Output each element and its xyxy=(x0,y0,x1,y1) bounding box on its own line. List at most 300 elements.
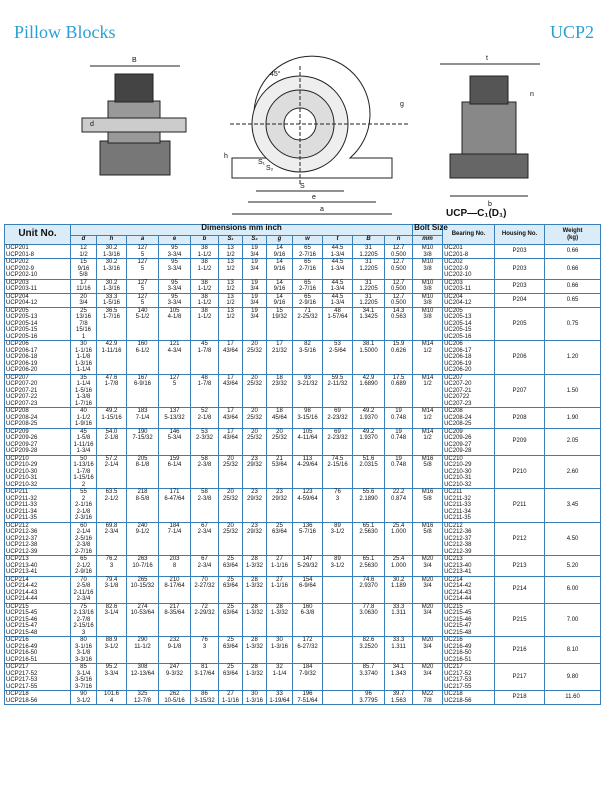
dimensions-table xyxy=(4,224,601,705)
cell-e: 121 4-3/4 xyxy=(159,341,191,375)
cell-a: 160 6-1/2 xyxy=(127,341,159,375)
cell-g: 30 1-3/16 xyxy=(267,637,293,664)
cell-d: 55 2 2-1/16 2-1/8 2-3/16 xyxy=(71,489,97,523)
side-view-drawing xyxy=(82,66,186,175)
cell-g: 27 1-1/16 xyxy=(267,556,293,577)
label-B: B xyxy=(132,57,137,64)
cell-b: 45 1-7/8 xyxy=(191,341,219,375)
table-row xyxy=(5,455,601,489)
cell-e: 247 9-3/32 xyxy=(159,664,191,691)
bearing-cell: UC202 UC202-9 UC202-10 xyxy=(443,259,495,280)
weight-cell: 11.60 xyxy=(545,691,601,705)
col-header-s₁: S₁ xyxy=(219,236,243,245)
cell-s2: 19 3/4 xyxy=(243,259,267,280)
cell-B: 42.9 1.6890 xyxy=(353,374,385,408)
cell-B: 77.8 3.0630 xyxy=(353,603,385,637)
cell-s1: 17 43/64 xyxy=(219,374,243,408)
cell-B: 49.2 1.9370 xyxy=(353,428,385,455)
header-bearing-no: Bearing No. xyxy=(443,225,495,245)
cell-B: 85.7 3.3740 xyxy=(353,664,385,691)
cell-e: 232 9-1/8 xyxy=(159,637,191,664)
cell-bolt: M14 1/2 xyxy=(413,408,443,429)
cell-B: 31 1.2205 xyxy=(353,293,385,307)
cell-e: 210 8-17/64 xyxy=(159,576,191,603)
cell-n: 39.7 1.563 xyxy=(385,691,413,705)
cell-n: 30.2 1.189 xyxy=(385,576,413,603)
cell-e: 184 7-1/4 xyxy=(159,522,191,556)
cell-s2: 19 3/4 xyxy=(243,293,267,307)
cell-g: 25 63/64 xyxy=(267,522,293,556)
cell-b: 67 2-3/4 xyxy=(191,556,219,577)
cell-s2: 30 1-3/16 xyxy=(243,691,267,705)
cell-B: 96 3.7795 xyxy=(353,691,385,705)
cell-w: 113 4-29/64 xyxy=(293,455,323,489)
table-row xyxy=(5,691,601,705)
cell-n: 33.3 1.311 xyxy=(385,603,413,637)
housing-cell: P215 xyxy=(495,603,545,637)
cell-s2: 20 25/32 xyxy=(243,374,267,408)
cell-e: 105 4-1/8 xyxy=(159,307,191,341)
header-housing-no: Housing No. xyxy=(495,225,545,245)
unit-cell: UCP206 UCP206-17 UCP206-18 UCP206-19 UCP206-20 xyxy=(5,341,71,375)
cell-d: 90 3-1/2 xyxy=(71,691,97,705)
cell-g: 27 1-1/16 xyxy=(267,576,293,603)
cell-n: 15.9 0.626 xyxy=(385,341,413,375)
housing-cell: P205 xyxy=(495,307,545,341)
cell-n: 19 0.748 xyxy=(385,408,413,429)
cell-B: 31 1.2205 xyxy=(353,245,385,259)
cell-g: 14 9/16 xyxy=(267,259,293,280)
cell-n: 33.3 1.311 xyxy=(385,637,413,664)
cell-e: 217 8-35/64 xyxy=(159,603,191,637)
bearing-cell: UC218 UC218-56 xyxy=(443,691,495,705)
cell-s2: 19 3/4 xyxy=(243,279,267,293)
housing-cell: P203 xyxy=(495,259,545,280)
cell-b: 38 1-1/2 xyxy=(191,307,219,341)
cell-b: 81 3-17/64 xyxy=(191,664,219,691)
cell-s1: 25 63/64 xyxy=(219,637,243,664)
cell-n: 19 0.748 xyxy=(385,455,413,489)
cell-h: 69.8 2-3/4 xyxy=(97,522,127,556)
weight-cell: 2.05 xyxy=(545,428,601,455)
cell-bolt: M10 3/8 xyxy=(413,307,443,341)
cell-h: 47.6 1-7/8 xyxy=(97,374,127,408)
cell-h: 49.2 1-15/16 xyxy=(97,408,127,429)
bearing-cell: UC216 UC216-49 UC216-50 UC216-51 xyxy=(443,637,495,664)
weight-cell: 3.45 xyxy=(545,489,601,523)
col-header-a: a xyxy=(127,236,159,245)
cell-bolt: M20 3/4 xyxy=(413,576,443,603)
weight-cell: 7.00 xyxy=(545,603,601,637)
housing-cell: P207 xyxy=(495,374,545,408)
cell-a: 167 6-9/16 xyxy=(127,374,159,408)
cell-a: 205 8-1/8 xyxy=(127,455,159,489)
table-row xyxy=(5,408,601,429)
bearing-cell: UC210 UC210-29 UC210-30 UC210-31 UC210-32 xyxy=(443,455,495,489)
unit-cell: UCP201 UCP201-8 xyxy=(5,245,71,259)
housing-cell: P218 xyxy=(495,691,545,705)
table-row xyxy=(5,341,601,375)
cell-h: 82.6 3-1/4 xyxy=(97,603,127,637)
cell-s1: 17 43/64 xyxy=(219,408,243,429)
cell-t: 76 3 xyxy=(323,489,353,523)
cell-t: 89 3-1/2 xyxy=(323,522,353,556)
housing-cell: P203 xyxy=(495,245,545,259)
cell-h: 30.2 1-3/16 xyxy=(97,245,127,259)
bearing-cell: UC207 UC207-20 UC207-21 UC20722 UC207-23 xyxy=(443,374,495,408)
cell-d: 25 13/16 7/8 15/16 1 xyxy=(71,307,97,341)
cell-d: 40 1-1/2 1-9/16 xyxy=(71,408,97,429)
bearing-cell: UC201 UC201-8 xyxy=(443,245,495,259)
cell-s2: 28 1-3/32 xyxy=(243,664,267,691)
unit-cell: UCP214 UCP214-42 UCP214-43 UCP214-44 xyxy=(5,576,71,603)
cell-h: 30.2 1-3/16 xyxy=(97,279,127,293)
cell-bolt: M14 1/2 xyxy=(413,428,443,455)
cell-w: 93 3-21/32 xyxy=(293,374,323,408)
cell-t: 53 2-5/64 xyxy=(323,341,353,375)
cell-g: 23 29/32 xyxy=(267,489,293,523)
cell-w: 65 2-7/16 xyxy=(293,279,323,293)
cell-s2: 19 3/4 xyxy=(243,307,267,341)
cell-w: 98 3-15/16 xyxy=(293,408,323,429)
table-row xyxy=(5,489,601,523)
cell-d: 20 3/4 xyxy=(71,293,97,307)
cell-a: 140 5-1/2 xyxy=(127,307,159,341)
label-s2: S₂ xyxy=(266,165,274,172)
cell-bolt: M16 5/8 xyxy=(413,522,443,556)
table-row xyxy=(5,374,601,408)
cell-n: 22.2 0.874 xyxy=(385,489,413,523)
cell-B: 31 1.2205 xyxy=(353,279,385,293)
weight-cell: 4.50 xyxy=(545,522,601,556)
cell-a: 325 12-7/8 xyxy=(127,691,159,705)
housing-cell: P216 xyxy=(495,637,545,664)
cell-d: 50 1-13/16 1-7/8 1-15/16 2 xyxy=(71,455,97,489)
bearing-cell: UC209 UC209-26 UC209-27 UC209-28 xyxy=(443,428,495,455)
cell-bolt: M20 3/4 xyxy=(413,556,443,577)
housing-cell: P204 xyxy=(495,293,545,307)
cell-bolt: M14 1/2 xyxy=(413,341,443,375)
cell-s2: 20 25/32 xyxy=(243,408,267,429)
cell-d: 85 3-1/4 3-5/16 3-7/16 xyxy=(71,664,97,691)
cell-a: 240 9-1/2 xyxy=(127,522,159,556)
table-row xyxy=(5,603,601,637)
cell-a: 218 8-5/8 xyxy=(127,489,159,523)
cell-s1: 25 63/64 xyxy=(219,556,243,577)
cell-bolt: M20 3/4 xyxy=(413,664,443,691)
weight-cell: 2.60 xyxy=(545,455,601,489)
cell-s1: 25 63/64 xyxy=(219,603,243,637)
weight-cell: 0.75 xyxy=(545,307,601,341)
table-row xyxy=(5,556,601,577)
housing-cell: P212 xyxy=(495,522,545,556)
cell-t xyxy=(323,691,353,705)
cell-a: 308 12-13/64 xyxy=(127,664,159,691)
cell-t: 44.5 1-3/4 xyxy=(323,279,353,293)
cell-t xyxy=(323,637,353,664)
weight-cell: 0.66 xyxy=(545,259,601,280)
cell-g: 18 45/64 xyxy=(267,408,293,429)
cell-s2: 23 29/32 xyxy=(243,489,267,523)
label-g: g xyxy=(400,101,404,108)
cell-e: 146 5-3/4 xyxy=(159,428,191,455)
cell-B: 49.2 1.9370 xyxy=(353,408,385,429)
cell-w: 184 7-9/32 xyxy=(293,664,323,691)
cell-bolt: M10 3/8 xyxy=(413,293,443,307)
cell-d: 30 1-1/16 1-1/8 1-3/16 1-1/4 xyxy=(71,341,97,375)
cell-b: 38 1-1/2 xyxy=(191,259,219,280)
cell-d: 15 9/16 5/8 xyxy=(71,259,97,280)
bearing-cell: UC203 UC203-11 xyxy=(443,279,495,293)
housing-cell: P203 xyxy=(495,279,545,293)
cell-t: 48 1-57/64 xyxy=(323,307,353,341)
cell-w: 123 4-59/64 xyxy=(293,489,323,523)
table-row xyxy=(5,428,601,455)
series-code: UCP2 xyxy=(549,22,594,42)
cell-B: 74.6 2.9370 xyxy=(353,576,385,603)
cell-h: 54.0 2-1/8 xyxy=(97,428,127,455)
weight-cell: 1.20 xyxy=(545,341,601,375)
col-header-e: e xyxy=(159,236,191,245)
cell-t: 69 2-23/32 xyxy=(323,428,353,455)
cell-t: 44.5 1-3/4 xyxy=(323,259,353,280)
col-header-d: d xyxy=(71,236,97,245)
weight-cell: 8.10 xyxy=(545,637,601,664)
cell-s2: 20 25/32 xyxy=(243,341,267,375)
label-n: n xyxy=(530,91,534,98)
cell-b: 48 1-7/8 xyxy=(191,374,219,408)
cell-b: 38 1-1/2 xyxy=(191,245,219,259)
cell-bolt: M14 1/2 xyxy=(413,374,443,408)
cell-B: 51.6 2.0315 xyxy=(353,455,385,489)
col-header-w: w xyxy=(293,236,323,245)
cell-g: 14 9/16 xyxy=(267,293,293,307)
cell-g: 20 25/32 xyxy=(267,428,293,455)
cell-h: 63.5 2-1/2 xyxy=(97,489,127,523)
cell-h: 36.5 1-7/16 xyxy=(97,307,127,341)
cell-s1: 13 1/2 xyxy=(219,307,243,341)
unit-cell: UCP208 UCP208-24 UCP208-25 xyxy=(5,408,71,429)
header-unit-no: Unit No. xyxy=(5,225,71,245)
cell-t: 89 3-1/2 xyxy=(323,556,353,577)
cell-t: 44.5 1-3/4 xyxy=(323,245,353,259)
cell-t xyxy=(323,576,353,603)
unit-cell: UCP217 UCP217-52 UCP217-53 UCP217-55 xyxy=(5,664,71,691)
cell-a: 127 5 xyxy=(127,245,159,259)
cell-s2: 20 25/32 xyxy=(243,428,267,455)
header-bolt-size: Bolt Size xyxy=(413,225,443,236)
cell-t: 74.5 2-15/16 xyxy=(323,455,353,489)
cell-b: 58 2-3/8 xyxy=(191,489,219,523)
table-row xyxy=(5,279,601,293)
cell-bolt: M10 3/8 xyxy=(413,259,443,280)
cell-n: 25.4 1.000 xyxy=(385,556,413,577)
cell-b: 52 2-1/8 xyxy=(191,408,219,429)
cell-a: 265 10-15/32 xyxy=(127,576,159,603)
cell-e: 137 5-13/32 xyxy=(159,408,191,429)
cell-a: 274 10-53/64 xyxy=(127,603,159,637)
bearing-cell: UC208 UC208-24 UC208-25 xyxy=(443,408,495,429)
cell-bolt: M16 5/8 xyxy=(413,455,443,489)
col-header-bolt-mm: mm xyxy=(413,236,443,245)
cell-w: 136 5-7/16 xyxy=(293,522,323,556)
cell-B: 34.1 1.3425 xyxy=(353,307,385,341)
cell-e: 95 3-3/4 xyxy=(159,279,191,293)
table-row xyxy=(5,293,601,307)
unit-cell: UCP210 UCP210-29 UCP210-30 UCP210-31 UCP210-32 xyxy=(5,455,71,489)
table-row xyxy=(5,245,601,259)
bearing-cell: UC206 UC206-17 UC206-18 UC206-19 UC206-20 xyxy=(443,341,495,375)
col-header-h: h xyxy=(97,236,127,245)
cell-n: 12.7 0.500 xyxy=(385,293,413,307)
bearing-cell: UC204 UC204-12 xyxy=(443,293,495,307)
cell-a: 290 11-1/2 xyxy=(127,637,159,664)
cell-e: 159 6-1/4 xyxy=(159,455,191,489)
housing-cell: P214 xyxy=(495,576,545,603)
table-row xyxy=(5,637,601,664)
cell-g: 21 53/64 xyxy=(267,455,293,489)
cell-g: 28 1-3/32 xyxy=(267,603,293,637)
cell-n: 14.3 0.563 xyxy=(385,307,413,341)
cell-bolt: M20 3/4 xyxy=(413,637,443,664)
cell-b: 53 2-3/32 xyxy=(191,428,219,455)
housing-cell: P206 xyxy=(495,341,545,375)
col-header-b: B xyxy=(353,236,385,245)
cell-b: 72 2-29/32 xyxy=(191,603,219,637)
weight-cell: 5.20 xyxy=(545,556,601,577)
unit-cell: UCP215 UCP215-45 UCP215-46 UCP215-47 UCP215-48 xyxy=(5,603,71,637)
cell-bolt: M10 3/8 xyxy=(413,245,443,259)
cell-s2: 19 3/4 xyxy=(243,245,267,259)
col-header-g: g xyxy=(267,236,293,245)
cell-h: 57.2 2-1/4 xyxy=(97,455,127,489)
cell-e: 262 10-5/16 xyxy=(159,691,191,705)
cell-b: 86 3-15/32 xyxy=(191,691,219,705)
cell-s1: 20 25/32 xyxy=(219,489,243,523)
cell-a: 127 5 xyxy=(127,259,159,280)
unit-cell: UCP202 UCP202-9 UCP202-10 xyxy=(5,259,71,280)
cell-e: 203 8 xyxy=(159,556,191,577)
cell-w: 71 2-25/32 xyxy=(293,307,323,341)
cell-w: 196 7-51/64 xyxy=(293,691,323,705)
cell-w: 154 6-9/64 xyxy=(293,576,323,603)
cell-h: 33.3 1-5/16 xyxy=(97,293,127,307)
cell-g: 14 9/16 xyxy=(267,279,293,293)
unit-cell: UCP204 UCP204-12 xyxy=(5,293,71,307)
cell-s1: 27 1-1/16 xyxy=(219,691,243,705)
cell-g: 33 1-19/64 xyxy=(267,691,293,705)
table-row xyxy=(5,522,601,556)
cell-bolt: M10 3/8 xyxy=(413,279,443,293)
cell-s2: 28 1-3/32 xyxy=(243,603,267,637)
cell-d: 45 1-5/8 1-11/16 1-3/4 xyxy=(71,428,97,455)
cell-d: 12 1/2 xyxy=(71,245,97,259)
bearing-cell: UC214 UC214-42 UC214-43 UC214-44 xyxy=(443,576,495,603)
cell-d: 60 2-1/4 2-5/16 2-3/8 2-7/16 xyxy=(71,522,97,556)
cell-h: 30.2 1-3/16 xyxy=(97,259,127,280)
cell-t: 59.5 2-11/32 xyxy=(323,374,353,408)
housing-cell: P217 xyxy=(495,664,545,691)
label-e: e xyxy=(312,194,316,201)
cell-s2: 28 1-3/32 xyxy=(243,637,267,664)
unit-cell: UCP212 UCP212-36 UCP212-37 UCP212-38 UCP212-39 xyxy=(5,522,71,556)
cell-h: 76.2 3 xyxy=(97,556,127,577)
label-t: t xyxy=(486,55,488,62)
cell-g: 14 9/16 xyxy=(267,245,293,259)
cell-e: 95 3-3/4 xyxy=(159,259,191,280)
cell-w: 82 3-5/16 xyxy=(293,341,323,375)
cell-e: 95 3-3/4 xyxy=(159,245,191,259)
unit-cell: UCP213 UCP213-40 UCP213-41 xyxy=(5,556,71,577)
angle-label: 45° xyxy=(270,71,281,78)
bearing-cell: UC212 UC212-36 UC212-37 UC212-38 UC212-39 xyxy=(443,522,495,556)
label-h: h xyxy=(224,153,228,160)
cell-n: 12.7 0.500 xyxy=(385,245,413,259)
cell-t: 44.5 1-3/4 xyxy=(323,293,353,307)
cell-n: 19 0.748 xyxy=(385,428,413,455)
table-row xyxy=(5,307,601,341)
cell-d: 70 2-5/8 2-11/16 2-3/4 xyxy=(71,576,97,603)
cell-s1: 13 1/2 xyxy=(219,259,243,280)
cell-b: 58 2-3/8 xyxy=(191,455,219,489)
cell-t: 69 2-23/32 xyxy=(323,408,353,429)
cell-a: 127 5 xyxy=(127,293,159,307)
cell-s1: 25 63/64 xyxy=(219,664,243,691)
cell-bolt: M22 7/8 xyxy=(413,691,443,705)
label-d: d xyxy=(90,121,94,128)
cell-s1: 17 43/64 xyxy=(219,341,243,375)
cell-s2: 28 1-3/32 xyxy=(243,556,267,577)
bearing-cell: UC211 UC211-32 UC211-33 UC211-34 UC211-35 xyxy=(443,489,495,523)
page-title: Pillow Blocks xyxy=(14,22,116,42)
weight-cell: 9.80 xyxy=(545,664,601,691)
cell-b: 70 2-27/32 xyxy=(191,576,219,603)
unit-cell: UCP211 UCP211-32 UCP211-33 UCP211-34 UCP211-35 xyxy=(5,489,71,523)
cell-d: 17 11/16 xyxy=(71,279,97,293)
cell-g: 32 1-1/4 xyxy=(267,664,293,691)
cell-d: 80 3-1/16 3-1/8 3-3/16 xyxy=(71,637,97,664)
unit-cell: UCP209 UCP209-26 UCP209-27 UCP209-28 xyxy=(5,428,71,455)
cell-s1: 17 43/64 xyxy=(219,428,243,455)
cell-a: 190 7-15/32 xyxy=(127,428,159,455)
cell-w: 65 2-9/16 xyxy=(293,293,323,307)
cell-n: 12.7 0.500 xyxy=(385,259,413,280)
cell-g: 15 19/32 xyxy=(267,307,293,341)
table-row xyxy=(5,576,601,603)
cell-h: 88.9 3-1/2 xyxy=(97,637,127,664)
right-view-drawing xyxy=(440,64,540,196)
label-s1: S₁ xyxy=(258,159,266,166)
front-view-drawing xyxy=(230,56,408,214)
col-header-n: n xyxy=(385,236,413,245)
cell-s2: 23 29/32 xyxy=(243,455,267,489)
cell-B: 55.6 2.1890 xyxy=(353,489,385,523)
weight-cell: 0.66 xyxy=(545,245,601,259)
table-row xyxy=(5,259,601,280)
weight-cell: 1.90 xyxy=(545,408,601,429)
unit-cell: UCP203 UCP203-11 xyxy=(5,279,71,293)
cell-h: 95.2 3-3/4 xyxy=(97,664,127,691)
cell-B: 65.1 2.5630 xyxy=(353,522,385,556)
cell-n: 17.5 0.689 xyxy=(385,374,413,408)
cell-h: 79.4 3-1/8 xyxy=(97,576,127,603)
bearing-cell: UC217 UC217-52 UC217-53 UC217-55 xyxy=(443,664,495,691)
cell-s1: 13 1/2 xyxy=(219,293,243,307)
cell-B: 38.1 1.5000 xyxy=(353,341,385,375)
cell-s2: 23 29/32 xyxy=(243,522,267,556)
unit-cell: UCP207 UCP207-20 UCP207-21 UCP207-22 UCP207-23 xyxy=(5,374,71,408)
cell-g: 18 23/32 xyxy=(267,374,293,408)
